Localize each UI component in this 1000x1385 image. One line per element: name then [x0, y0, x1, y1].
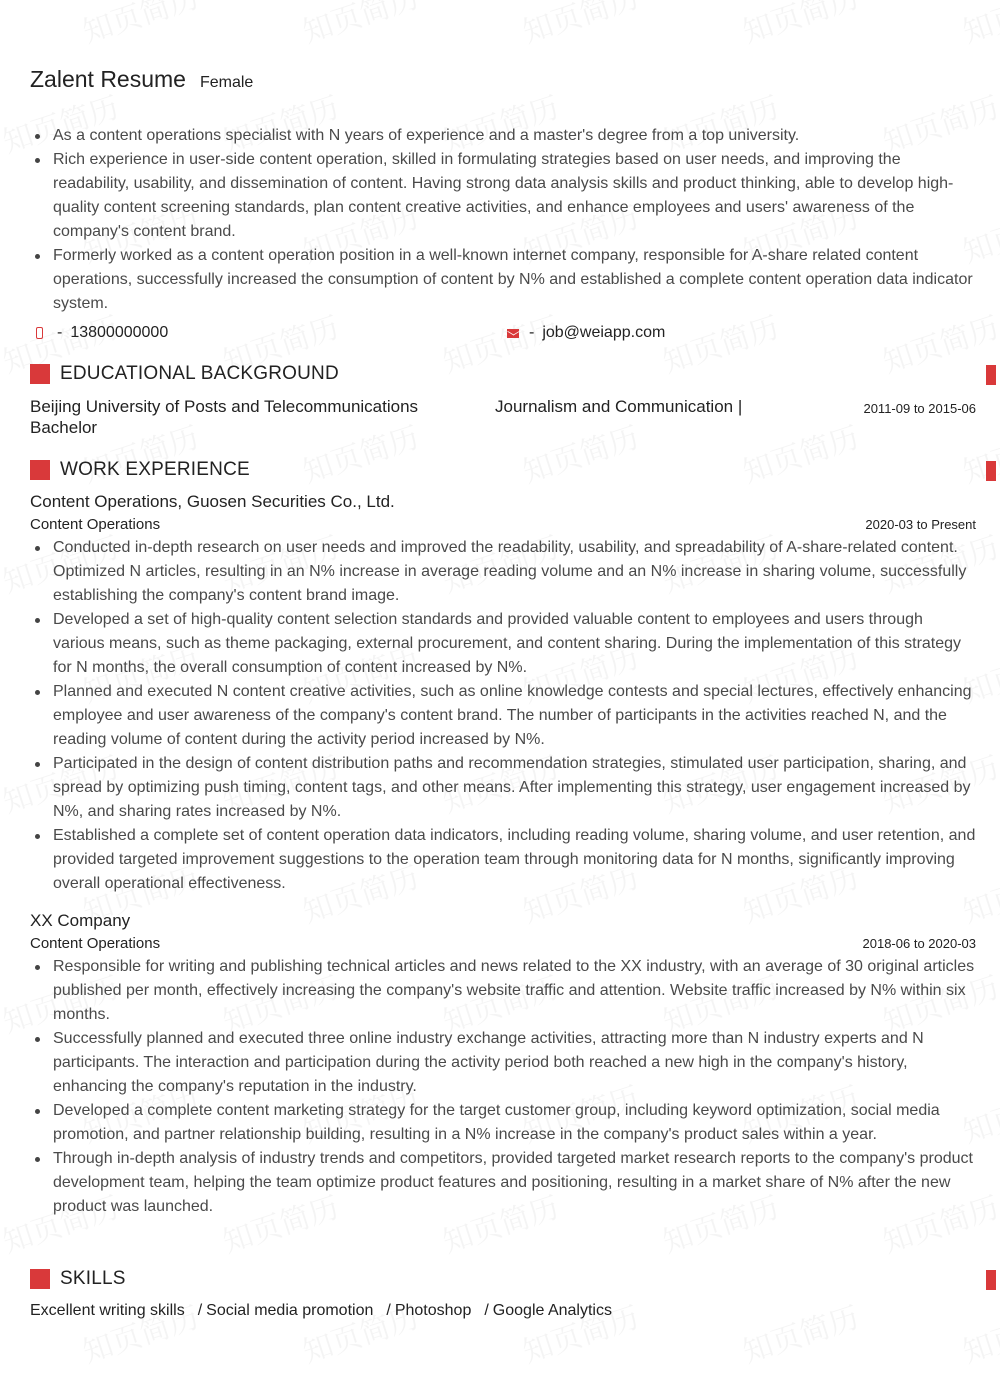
- job-bullet: Established a complete set of content operation data indicators, including reading volume, sharing volume, and user retention, and provided targeted improvement suggestions to the operation team through monitoring data for N months, significantly improving overall operational effectiveness.: [30, 824, 976, 896]
- job-role-row: [30, 933, 976, 955]
- section-end-marker: [986, 1270, 996, 1290]
- job-bullet: Developed a set of high-quality content selection standards and provided valuable content to employees and users through various means, such as theme packaging, external procurement, and content sharing. During the implementation of this strategy for N months, the overall consumption of content increased by N%.: [30, 608, 976, 680]
- section-marker: [30, 460, 50, 480]
- watermark-text: [76, 0, 204, 51]
- job-dates: 2020-03 to Present: [865, 517, 976, 532]
- summary-list: [30, 124, 980, 316]
- section-education-header: [30, 363, 996, 385]
- job-entry: [30, 490, 976, 896]
- job-bullet: Planned and executed N content creative activities, such as online knowledge contests and special lectures, effectively enhancing employee and user awareness of the company's content brand. The number of participants in the activities reached N, and the reading volume of content during the activity period increased by N%.: [30, 680, 976, 752]
- section-title: SKILLS: [60, 1268, 126, 1289]
- job-dates: 2018-06 to 2020-03: [862, 936, 976, 951]
- summary-item: Rich experience in user-side content operation, skilled in formulating strategies based on user needs, and improving the readability, usability, and dissemination of content. Having strong data analysis skills and product thinking, able to develop high-quality content screening standards, plan content creative activities, and enhance employees and users' awareness of the company's content brand.: [30, 148, 980, 244]
- contact-phone: [36, 324, 168, 342]
- job-bullet: Responsible for writing and publishing technical articles and news related to the XX industry, with an average of 30 original articles published per month, effectively increasing the company's website traffic and attention. Website traffic increased by N% within six months.: [30, 955, 976, 1027]
- degree: Bachelor: [30, 418, 98, 437]
- watermark-text: [956, 0, 1000, 51]
- job-bullets: [30, 536, 976, 896]
- school-name: Beijing University of Posts and Telecommunications: [30, 397, 419, 416]
- job-bullets: [30, 955, 976, 1219]
- watermark-text: [296, 0, 424, 51]
- job-bullet: Successfully planned and executed three online industry exchange activities, attracting more than N industry experts and N participants. The interaction and participation during the activity period both reached a new high in the company's history, enhancing the company's reputation in the industry.: [30, 1027, 976, 1099]
- job-bullet: Conducted in-depth research on user needs and improved the readability, usability, and spreadability of A-share-related content. Optimized N articles, resulting in an N% increase in average reading volume and an N% increase in sharing volume, successfully establishing the company's content brand image.: [30, 536, 976, 608]
- job-entry: [30, 909, 976, 1219]
- section-work-header: [30, 459, 996, 481]
- mail-icon: [507, 329, 519, 338]
- skill-item: Social media promotion: [206, 1302, 374, 1319]
- education-dates: 2011-09 to 2015-06: [863, 401, 976, 416]
- job-company: XX Company: [30, 911, 131, 930]
- job-bullet: Through in-depth analysis of industry trends and competitors, provided targeted market research reports to the company's product development team, helping the team optimize product features and positioning, resulting in a market share of N% after the new product was launched.: [30, 1147, 976, 1219]
- job-role: Content Operations: [30, 935, 161, 952]
- contact-email: [507, 324, 665, 342]
- skill-item: Photoshop: [394, 1302, 472, 1319]
- job-company: Content Operations, Guosen Securities Co., Ltd.: [30, 492, 395, 511]
- skill-item: Google Analytics: [492, 1302, 612, 1319]
- skill-item: Excellent writing skills: [30, 1302, 185, 1319]
- phone-separator: -: [57, 324, 63, 341]
- section-title: WORK EXPERIENCE: [60, 459, 250, 480]
- section-end-marker: [986, 461, 996, 481]
- skill-separator: /: [484, 1302, 489, 1319]
- watermark-text: [956, 1293, 1000, 1372]
- phone-number: 13800000000: [70, 324, 169, 341]
- skill-separator: /: [197, 1302, 203, 1319]
- job-bullet: Participated in the design of content distribution paths and recommendation strategies, stimulated user participation, sharing, and spread by optimizing push timing, content tags, and other means. After implementing this strategy, user engagement increased by N%, and sharing rates increased by N%.: [30, 752, 976, 824]
- skill-separator: /: [386, 1302, 391, 1319]
- job-role-row: [30, 514, 976, 536]
- candidate-name: Zalent Resume: [30, 66, 186, 92]
- summary-item: As a content operations specialist with N years of experience and a master's degree from a top university.: [30, 124, 980, 148]
- watermark-text: [736, 0, 864, 51]
- watermark-text: [736, 1293, 864, 1372]
- section-marker: [30, 364, 50, 384]
- section-skills-header: [30, 1268, 996, 1290]
- section-end-marker: [986, 365, 996, 385]
- email-address[interactable]: job@weiapp.com: [542, 324, 666, 341]
- summary-item: Formerly worked as a content operation position in a well-known internet company, responsible for A-share related content operations, successfully increased the consumption of content by N% and established a complete content operation data indicator system.: [30, 244, 980, 316]
- candidate-gender: Female: [199, 74, 254, 91]
- section-title: EDUCATIONAL BACKGROUND: [60, 363, 339, 384]
- skills-list: [30, 1302, 612, 1320]
- resume-header: [30, 66, 253, 93]
- phone-icon: [36, 327, 43, 339]
- job-role: Content Operations: [30, 516, 161, 533]
- watermark-text: [516, 0, 644, 51]
- section-marker: [30, 1269, 50, 1289]
- email-separator: -: [529, 324, 535, 341]
- major-name: Journalism and Communication |: [495, 397, 743, 416]
- contact-row: [30, 324, 980, 346]
- job-bullet: Developed a complete content marketing strategy for the target customer group, including keyword optimization, social media promotion, and partner relationship building, resulting in a N% increase in the company's product sales within a year.: [30, 1099, 976, 1147]
